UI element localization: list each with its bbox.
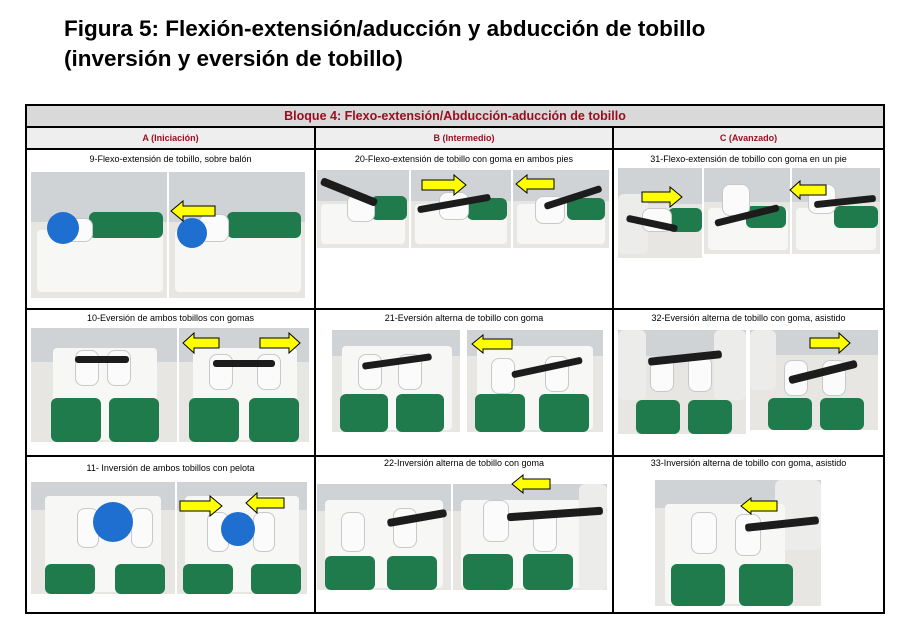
exercise-label-33: 33-Inversión alterna de tobillo con goma, asistido [650, 458, 847, 468]
exercise-photo [618, 330, 746, 434]
figure-title-line1: Figura 5: Flexión-extensión/aducción y abducción de tobillo [64, 16, 706, 41]
column-divider [612, 128, 614, 614]
exercise-photo [317, 170, 409, 248]
exercise-label-9: 9-Flexo-extensión de tobillo, sobre balón [89, 154, 252, 164]
exercise-photo [453, 484, 607, 590]
figure-title [64, 14, 884, 74]
column-divider [314, 128, 316, 614]
arrow-right-icon [641, 186, 683, 208]
exercise-table [25, 104, 885, 614]
exercise-photo [31, 172, 167, 298]
exercise-photo [618, 168, 702, 258]
arrow-right-icon [179, 495, 223, 517]
arrow-right-icon [421, 174, 467, 196]
exercise-label-10: 10-Eversión de ambos tobillos con gomas [86, 313, 255, 323]
exercise-label-32: 32-Eversión alterna de tobillo con goma, asistido [651, 313, 846, 323]
arrow-left-icon [182, 332, 220, 354]
exercise-photo [655, 480, 821, 606]
arrow-right-icon [809, 332, 851, 354]
arrow-left-icon [170, 200, 216, 222]
exercise-photo [169, 172, 305, 298]
row-divider [27, 308, 883, 310]
exercise-photo [332, 330, 460, 432]
exercise-label-11: 11- Inversión de ambos tobillos con pelota [86, 463, 255, 473]
exercise-photo [704, 168, 790, 254]
arrow-left-icon [471, 334, 513, 354]
exercise-photo [317, 484, 451, 590]
exercise-label-22: 22-Inversión alterna de tobillo con goma [383, 458, 545, 468]
column-header-b: B (Intermedio) [316, 128, 612, 150]
exercise-label-21: 21-Eversión alterna de tobillo con goma [384, 313, 544, 323]
column-header-c: C (Avanzado) [614, 128, 883, 150]
arrow-left-icon [789, 180, 827, 200]
exercise-label-31: 31-Flexo-extensión de tobillo con goma en un pie [650, 154, 847, 164]
arrow-left-icon [740, 497, 778, 515]
exercise-label-20: 20-Flexo-extensión de tobillo con goma en ambos pies [354, 154, 574, 164]
block-title: Bloque 4: Flexo-extensión/Abducción-aducción de tobillo [27, 106, 883, 128]
exercise-photo [31, 328, 177, 442]
column-header-a: A (Iniciación) [27, 128, 314, 150]
arrow-left-icon [511, 474, 551, 494]
arrow-right-icon [259, 332, 301, 354]
arrow-left-icon [515, 174, 555, 194]
exercise-photo [31, 482, 175, 594]
figure-title-line2: (inversión y eversión de tobillo) [64, 46, 403, 71]
arrow-left-icon [245, 492, 285, 514]
